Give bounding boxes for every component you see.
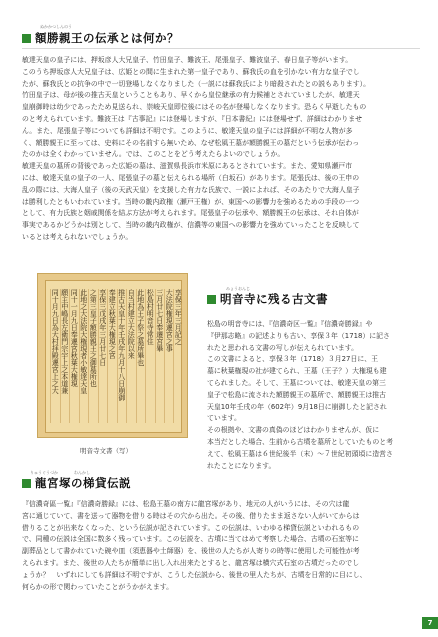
text-line: 何らかの形で関わっていたことがうかがえます。 — [22, 582, 173, 591]
text-line: 墓に秋葉権現の社が建てられ、王墓（王子？）大権現も建 — [207, 367, 387, 376]
text-line: 宮に通じていて、書を送って器物を借りる時はその穴から出た。その後、借りたまま返さない人がいてからは — [22, 511, 360, 520]
document-column: 享保三年三月記之 — [173, 289, 183, 423]
document-column: 奉建立秋葉大権現之宮 — [107, 289, 117, 423]
document-column: 此地為王子祭之墓所畢也 — [136, 289, 146, 423]
section3-heading — [22, 475, 131, 491]
text-line: ています。 — [207, 414, 241, 423]
text-line: 副葬品として書かれていた碗や皿（須恵器や土師器）を、後世の人たちが人寄りの時等に使用した可能性が考 — [22, 547, 360, 556]
text-line: 『信濃奇區一覧』『信濃奇勝録』には、松島王墓の南方に龍宮塚があり、地元の人がいうには、その穴は龍 — [22, 500, 350, 508]
text-line: で、同種の伝説は全国に数多く残っています。この伝説を、古墳に当てはめて考察した場合、古墳の石室等に — [22, 535, 359, 544]
text-line: 乱の際には、大海人皇子（後の天武天皇）を支援した有力な氏族で、一説によれば、そのあたりで大海人皇子 — [22, 185, 360, 194]
document-column: 大法院権現遷宮之事 — [164, 289, 174, 423]
section3-body — [22, 499, 420, 593]
text-line: その根拠や、文書の真偽のほどはわかりませんが、仮に — [207, 426, 380, 435]
document-scroll — [45, 280, 182, 433]
page-number: 7 — [422, 617, 438, 629]
text-line: れたことになります。 — [207, 461, 276, 470]
text-line: たのかは全くわかっていません。では、このことをどう考えたらよいのでしょうか。 — [22, 150, 285, 159]
text-line: 天皇10年壬戌の年（602年）9月18日に崩御したと記され — [207, 402, 387, 411]
text-line: えて、松風王墓は６世紀後半（末）〜７世紀初頭頃に造営さ — [207, 449, 393, 458]
square-bullet-icon — [22, 479, 31, 488]
section1-body — [22, 55, 420, 244]
text-line: この文書によると、享保３年（1718）３月27日に、王 — [207, 355, 379, 364]
divider — [22, 48, 420, 49]
text-line: 敏達天皇の皇子には、押坂彦人大兄皇子、竹田皇子、難波王、尾張皇子、難波皇子、春日皇子等がいます。 — [22, 56, 353, 64]
document-column: 自当村建立大法院以来 — [126, 289, 136, 423]
text-line: 『伊那志略』の記述よりも古い、享保３年（1718）に記さ — [207, 331, 390, 340]
text-line: は勝利したともいわれています。当時の畿内政権（瀬戸王権）が、東国への影響力を強めるための手段の一つ — [22, 197, 360, 206]
text-line: ょうか？ いずれにしても詳細は不明ですが、こうした伝説から、後世の里人たちが、古墳を日常的に目にし、 — [22, 570, 367, 579]
document-column: 同十月九日為大村拝殿遷宮上之大 — [50, 289, 60, 423]
text-line: として、有力氏族と姻戚関係を結ぶ方法が考えられます。尾張皇子の伝承や、額勝親王の伝承は、それ自体が — [22, 209, 359, 218]
text-line: れたと思われる文書の写しが伝えられています。 — [207, 343, 359, 352]
text-line: このうち押坂彦人大兄皇子は、広姫との間に生まれた第一皇子であり、蘇我氏の血を引かない有力な皇子でし — [22, 67, 360, 76]
heading-ruby: ぬかかつしんのう — [40, 24, 72, 29]
text-line: 皇崩御時は幼少であったため見送られ、崇峻天皇即位後にはその名が登場しなくなります。恐らく早逝したもの — [22, 103, 367, 112]
text-line: 本当だとした場合、生前から古墳を墓所としていたものと考 — [207, 437, 394, 446]
text-line: えられます。また、後世の人たちが簡単に出し入れ出来たとすると、龍宮塚は横穴式石室の古墳だったのでし — [22, 558, 360, 567]
document-column: 之第三皇子額勝親王之御墓所也 — [88, 289, 98, 423]
section2-body — [207, 319, 421, 472]
square-bullet-icon — [22, 34, 31, 43]
heading-ruby: りゅうぐうづか — [30, 470, 58, 475]
section1-title: 額勝親王の伝承とは何か？ — [35, 31, 179, 45]
document-column: 三月廿七日奉遷宮畢 — [155, 289, 165, 423]
text-line: てられました。そして、王墓については、敏達天皇の第三 — [207, 378, 386, 387]
text-line: には、敏達天皇の皇子の一人、尾張皇子の墓と伝えられる場所（白坂石）があります。尾張氏は、後の王申の — [22, 173, 360, 182]
section3-title: 龍宮塚の梯貸伝説 — [35, 476, 131, 490]
text-line: 皇子で松島に流された額勝親王の墓所で、額勝親王は推古 — [207, 390, 387, 399]
text-line: ん。また、尾張皇子等についても詳細は不明です。このように、敏達天皇の皇子には詳細が不明な人物が多 — [22, 126, 353, 135]
document-column: 同十一月九日奉遷宮秋葉大権現 — [69, 289, 79, 423]
heading-ruby: わんかし — [74, 470, 90, 475]
section1-heading — [22, 30, 179, 46]
text-line: いるとは考えられないでしょうか。 — [22, 232, 133, 241]
image-caption: 明音寺文書（写） — [80, 447, 132, 455]
document-column: 此地之大法院大権現者小敏達天皇 — [79, 289, 89, 423]
section2-heading — [207, 291, 328, 307]
text-line: のと考えられています。難波王は『古事記』には登場しますが、『日本書紀』には登場せず、詳細はわかりませ — [22, 114, 362, 123]
document-column: 松島村明音寺常住 — [145, 289, 155, 423]
document-column: 願主中嶋長左衛門宗宇上之本道兼 — [60, 289, 70, 423]
document-photo — [37, 273, 188, 438]
text-line: 松島の明音寺には、『信濃奇区一覧』『信濃奇勝録』や — [207, 320, 373, 328]
text-line: 借りることが出来なくなった、という伝説が記されています。この伝説は、いわゆる梯貸伝説といわれるもの — [22, 523, 360, 532]
text-line: 事実であるかどうかは別として、当時の畿内政権が、信濃等の東国への影響力を強めていったことを反映して — [22, 221, 360, 230]
text-line: く、額勝親王に至っては、史料にその名前すら無いため、なぜ松風王墓が額勝親王の墓だという伝承が伝わっ — [22, 138, 360, 147]
document-column: 享保三戊戌年三月廿七日 — [98, 289, 108, 423]
text-line: たが、蘇我氏との抗争の中で一切登場しなくなりました（一説には蘇我氏により暗殺されたとの説もあります）。 — [22, 79, 370, 88]
heading-ruby: みょうおんじ — [226, 286, 250, 291]
square-bullet-icon — [207, 295, 216, 304]
section2-title: 明音寺に残る古文書 — [220, 292, 328, 306]
document-column: 推古天皇十年壬戌年九月十八日崩御 — [117, 289, 127, 423]
text-line: 敏達天皇の墓所の背後であった広姫の墓は、滋賀県長浜市米原にあるとされています。また、愛知県瀬戸市 — [22, 162, 353, 171]
text-line: 竹田皇子は、母が後の推古天皇ということもあり、早くから皇位継承の有力候補とされていましたが、敏達天 — [22, 91, 360, 100]
